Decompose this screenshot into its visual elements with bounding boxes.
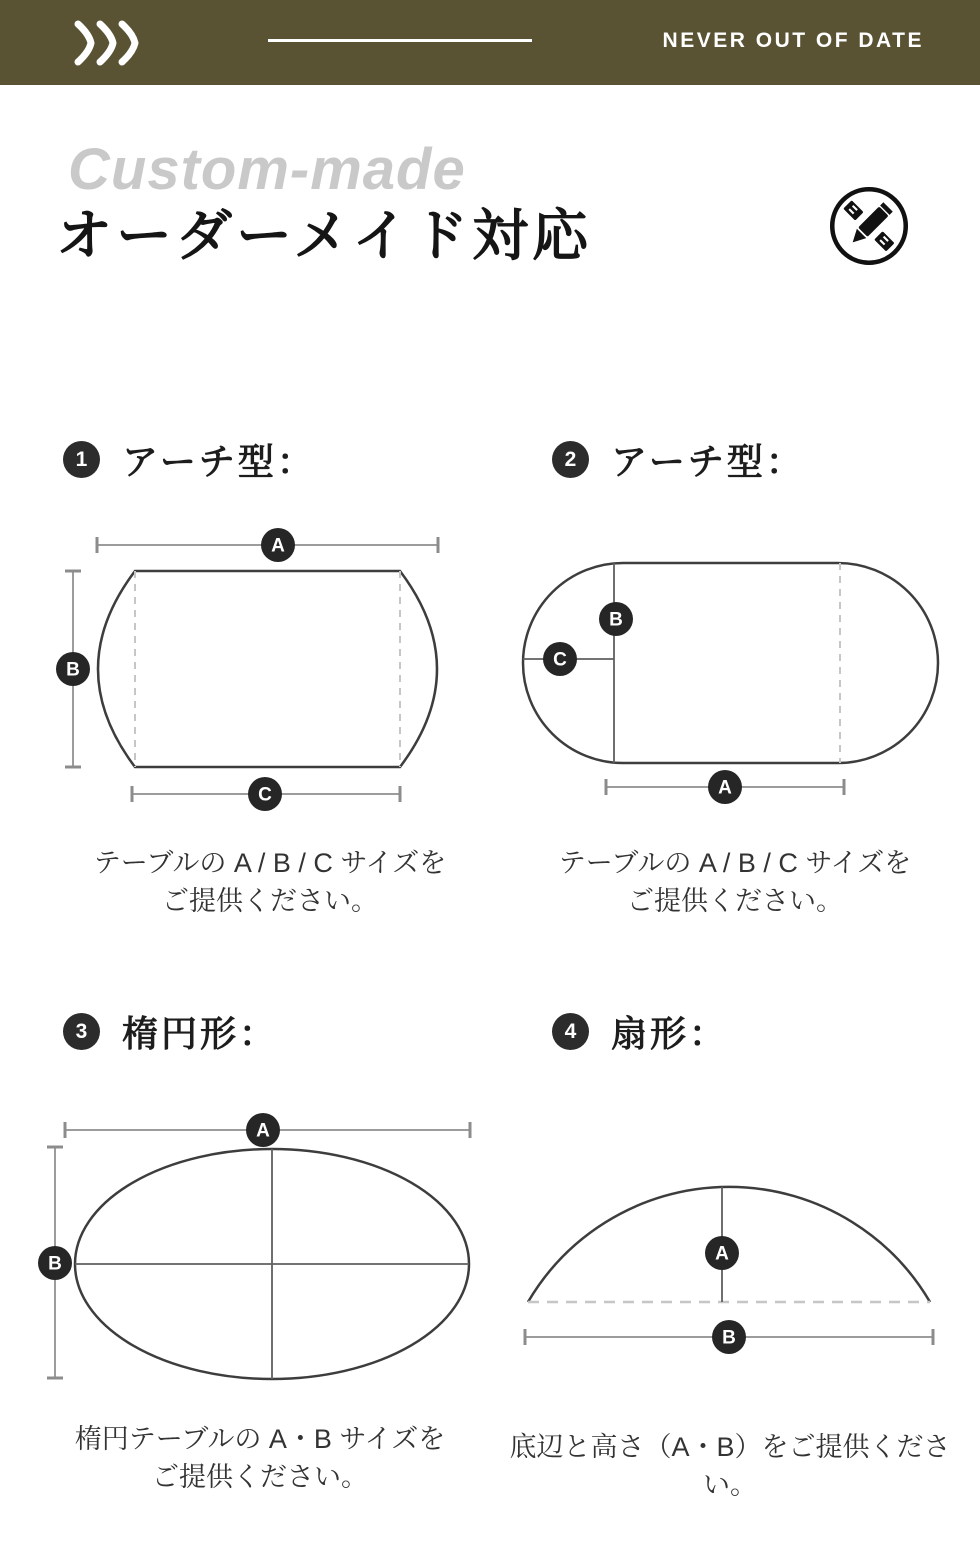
section-3-header <box>63 1006 278 1057</box>
svg-text:B: B <box>66 659 80 681</box>
size-badge-b <box>38 1246 72 1280</box>
size-badge-a <box>261 528 295 562</box>
caption-line: 楕円テーブルの A・B サイズを <box>74 1424 446 1454</box>
caption-line: テーブルの A / B / C サイズを <box>93 848 447 878</box>
arch-table-diagram-2 <box>515 540 955 820</box>
caption-line: ご提供ください。 <box>627 886 843 916</box>
barrel-shape-outline <box>98 571 437 767</box>
pencil-ruler-icon <box>827 184 911 268</box>
section-4-number-badge: 4 <box>552 1013 589 1050</box>
svg-text:B: B <box>609 609 623 631</box>
section-4-title: 扇形： <box>611 1013 729 1054</box>
size-badge-b <box>56 652 90 686</box>
svg-text:C: C <box>553 649 567 671</box>
svg-text:A: A <box>256 1120 270 1142</box>
size-badge-a <box>246 1113 280 1147</box>
section-2-caption <box>510 844 960 920</box>
section-3-title: 楕円形： <box>122 1013 279 1054</box>
svg-text:A: A <box>718 777 732 799</box>
title-english: Custom-made <box>68 137 466 202</box>
page-title: オーダーメイド対応 <box>56 204 593 267</box>
section-4-caption <box>490 1428 970 1504</box>
banner-divider-line <box>268 39 532 42</box>
section-2-number-badge: 2 <box>552 441 589 478</box>
svg-text:B: B <box>722 1327 736 1349</box>
size-badge-b <box>599 602 633 636</box>
oval-table-diagram <box>30 1100 480 1390</box>
size-badge-c <box>248 777 282 811</box>
fan-table-diagram <box>505 1150 965 1370</box>
section-1-caption <box>40 844 500 920</box>
size-badge-c <box>543 642 577 676</box>
section-1-title: アーチ型： <box>122 441 316 482</box>
caption-line: テーブルの A / B / C サイズを <box>558 848 912 878</box>
size-badge-a <box>708 770 742 804</box>
size-badge-b <box>712 1320 746 1354</box>
caption-line: ご提供ください。 <box>162 886 378 916</box>
caption-line: ご提供ください。 <box>152 1462 368 1492</box>
arch-table-diagram-1 <box>40 520 460 820</box>
caption-line: 底辺と高さ（A・B）をご提供ください。 <box>509 1432 951 1500</box>
section-2-title: アーチ型： <box>611 441 805 482</box>
svg-text:C: C <box>258 784 272 806</box>
section-1-header <box>63 434 316 485</box>
triple-chevron-right-icon <box>74 20 140 66</box>
section-3-number-badge: 3 <box>63 1013 100 1050</box>
banner-tagline: NEVER OUT OF DATE <box>662 29 924 52</box>
section-1-number-badge: 1 <box>63 441 100 478</box>
svg-text:B: B <box>48 1253 62 1275</box>
svg-text:A: A <box>715 1243 729 1265</box>
section-3-caption <box>30 1420 490 1496</box>
size-badge-a <box>705 1236 739 1270</box>
section-2-header <box>552 434 805 485</box>
section-4-header <box>552 1006 728 1057</box>
stadium-shape-outline <box>523 563 938 763</box>
svg-text:A: A <box>271 535 285 557</box>
top-banner <box>0 0 980 85</box>
